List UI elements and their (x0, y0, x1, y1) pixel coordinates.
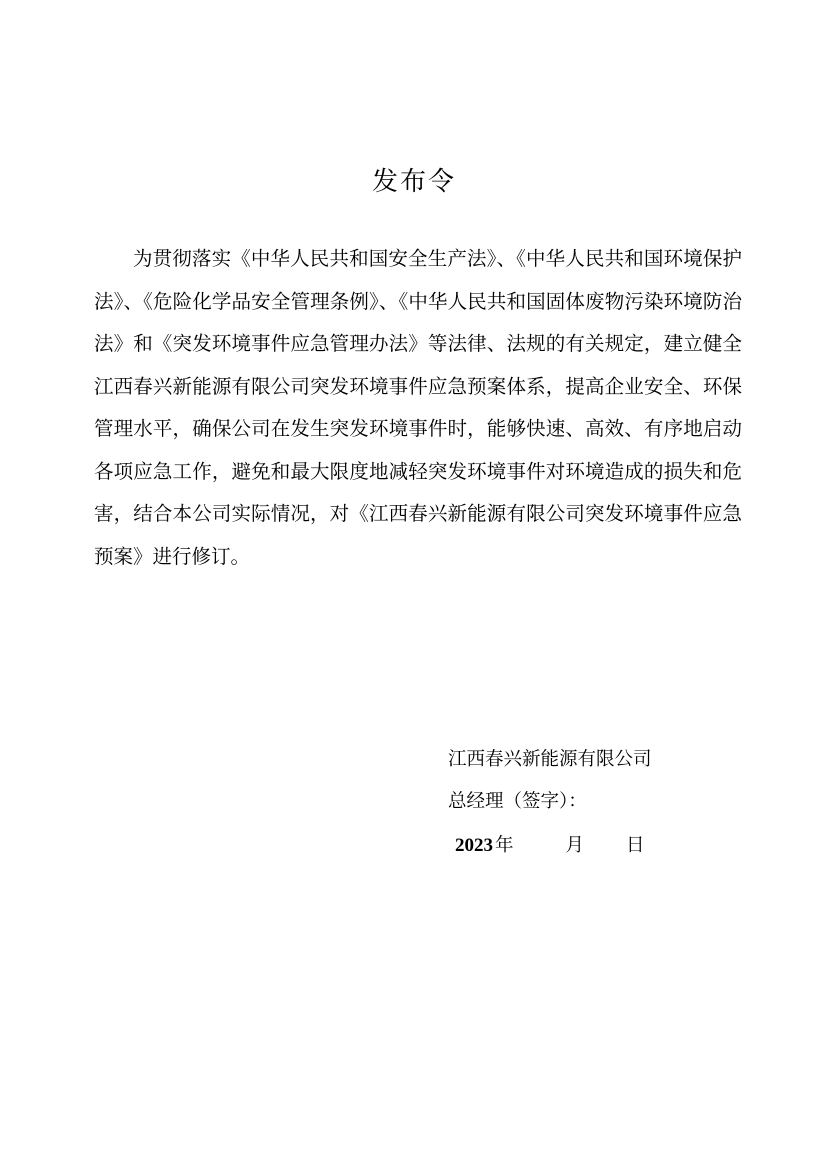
page-title: 发布令 (371, 167, 456, 197)
signature-block (448, 742, 778, 826)
manager-signature-label: 总经理（签字）： (448, 791, 587, 812)
date-line (455, 828, 645, 864)
year-unit: 年 (495, 835, 514, 856)
company-name: 江西春兴新能源有限公司 (448, 749, 652, 770)
year-value: 2023 (455, 835, 493, 856)
day-unit: 日 (626, 835, 645, 856)
body-paragraph: 为贯彻落实《中华人民共和国安全生产法》、《中华人民共和国环境保护法》、《危险化学品安全管理条例》、《中华人民共和国固体废物污染环境防治法》和《突发环境事件应急管理办法》等法律、法规的有关规定，建立健全江西春兴新能源有限公司突发环境事件应急预案体系，提高企业安全、环保管理水平，确保公司在发生突发环境事件时，能够快速、高效、有序地启动各项应急工作，避免和最大限度地减轻突发环境事件对环境造成的损失和危害，结合本公司实际情况，对《江西春兴新能源有限公司突发环境事件应急预案》进行修订。 (94, 247, 742, 568)
month-unit: 月 (565, 835, 585, 856)
